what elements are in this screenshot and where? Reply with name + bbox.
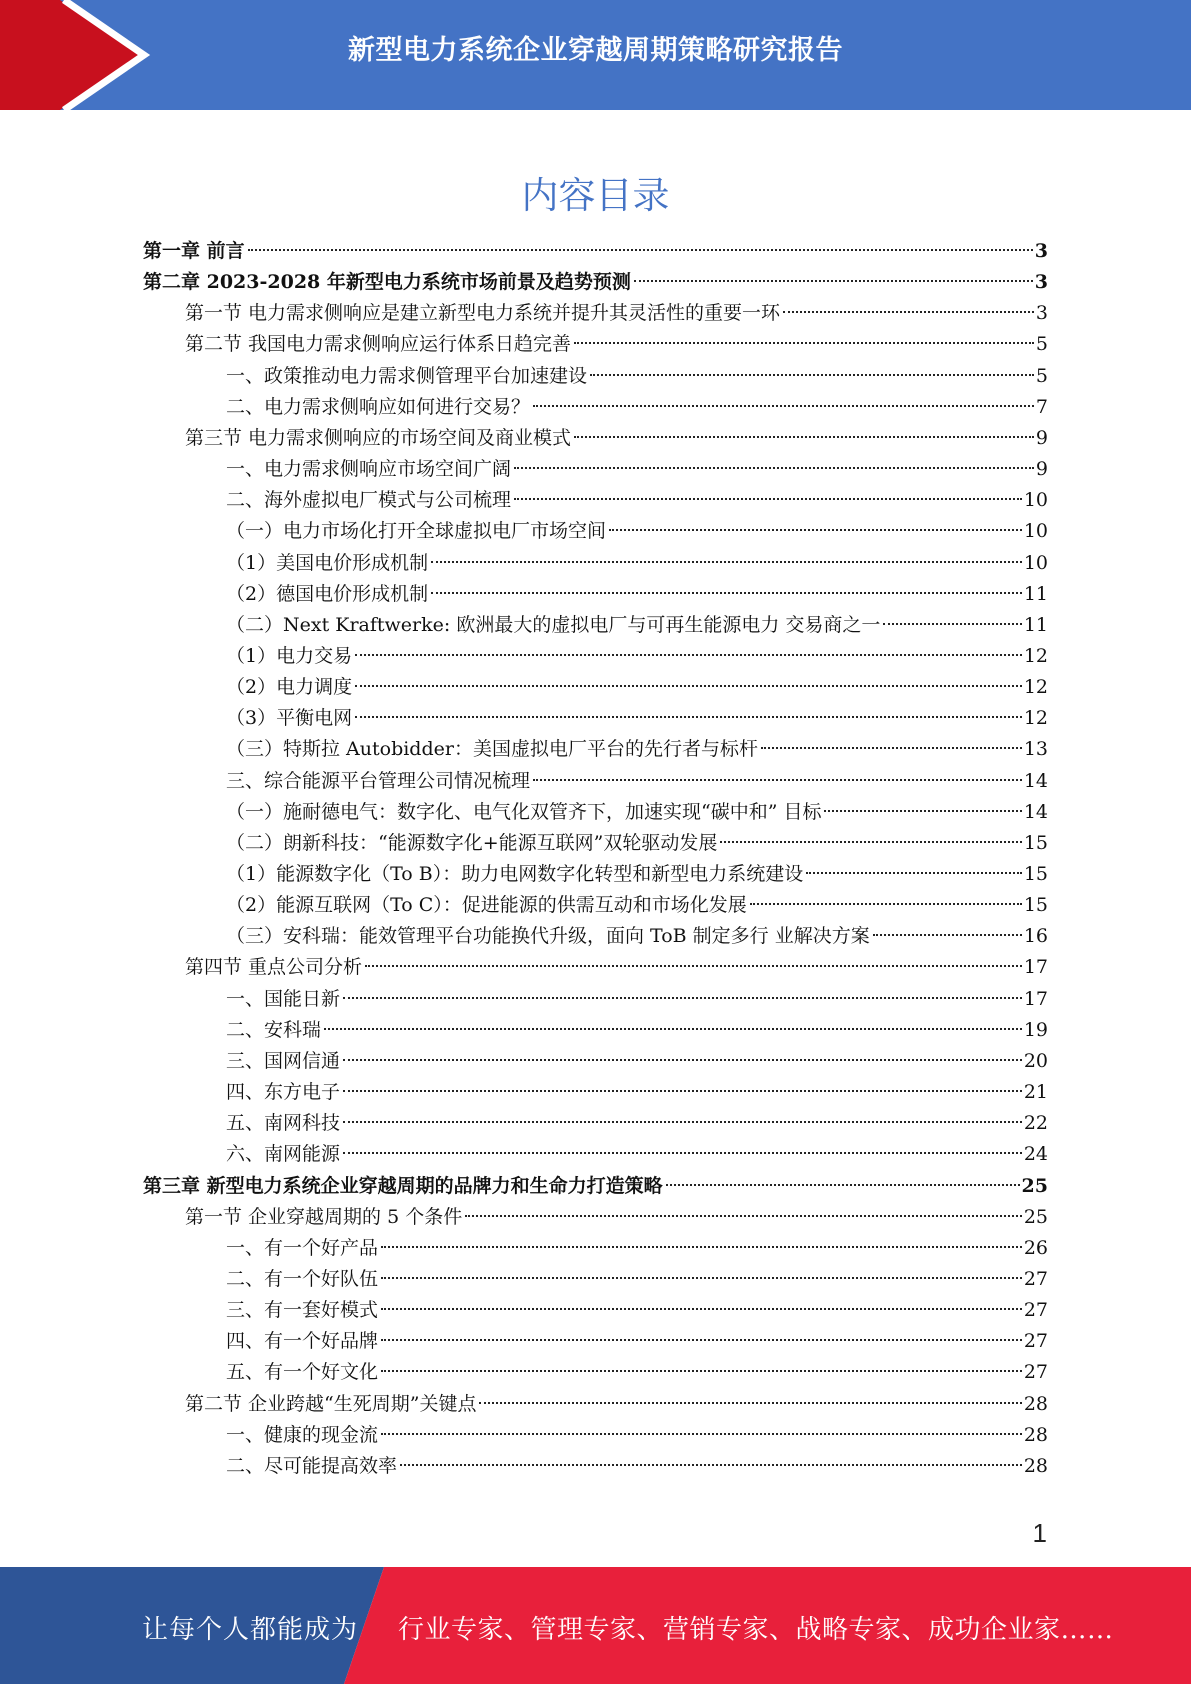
toc-entry-page: 11 [1023,613,1048,636]
toc-entry-label: 第四节 重点公司分析 [185,956,363,979]
toc-title: 内容目录 [521,174,670,217]
toc-entry-label: （二）朗新科技：“能源数字化+能源互联网”双轮驱动发展 [226,831,718,854]
toc-entry-page: 9 [1035,426,1048,449]
toc-entry-label: 二、尽可能提高效率 [226,1454,398,1477]
toc-entry[interactable] [226,641,1048,672]
toc-entry-page: 24 [1023,1143,1048,1166]
toc-entry-page: 7 [1035,395,1048,418]
page-number: 1 [1032,1518,1047,1548]
toc-entry-label: 三、综合能源平台管理公司情况梳理 [226,769,531,792]
toc-entry-label: 六、南网能源 [226,1143,341,1166]
toc-dot-leader [365,965,1022,967]
toc-dot-leader [431,592,1022,594]
toc-entry-page: 9 [1035,458,1048,481]
toc-entry[interactable] [226,797,1048,828]
toc-entry[interactable] [226,1451,1048,1482]
toc-dot-leader [806,872,1022,874]
toc-dot-leader [343,1059,1022,1061]
toc-dot-leader [381,1246,1022,1248]
toc-dot-leader [761,747,1022,749]
toc-entry[interactable] [185,298,1048,329]
toc-entry-page: 14 [1023,769,1048,792]
toc-entry[interactable] [226,703,1048,734]
toc-entry[interactable] [226,1295,1048,1326]
toc-dot-leader [381,1339,1022,1341]
toc-entry-label: （1）美国电价形成机制 [226,551,429,574]
toc-entry-page: 25 [1021,1174,1048,1197]
toc-dot-leader [574,436,1034,438]
toc-entry-label: 五、南网科技 [226,1112,341,1135]
toc-entry[interactable] [226,734,1048,765]
toc-entry-label: （3）平衡电网 [226,707,353,730]
toc-dot-leader [783,311,1034,313]
footer-slogan-left: 让每个人都能成为 [142,1615,359,1645]
toc-dot-leader [574,342,1034,344]
toc-entry[interactable] [226,1233,1048,1264]
toc-entry-label: （2）能源互联网（To C）：促进能源的供需互动和市场化发展 [226,894,747,917]
toc-dot-leader [883,623,1021,625]
toc-dot-leader [355,716,1022,718]
toc-entry-label: 第一节 企业穿越周期的 5 个条件 [185,1205,463,1228]
toc-dot-leader [465,1215,1022,1217]
toc-dot-leader [381,1433,1022,1435]
toc-entry-label: （三）安科瑞：能效管理平台功能换代升级，面向 ToB 制定多行 业解决方案 [226,925,870,948]
toc-entry-label: 三、有一套好模式 [226,1299,379,1322]
toc-entry-label: （二）Next Kraftwerke: 欧洲最大的虚拟电厂与可再生能源电力 交易商之一 [226,613,881,636]
toc-entry-label: 二、海外虚拟电厂模式与公司梳理 [226,489,512,512]
toc-entry-page: 28 [1023,1392,1048,1415]
toc-dot-leader [248,249,1033,251]
toc-entry-label: （一）施耐德电气：数字化、电气化双管齐下，加速实现“碳中和” 目标 [226,800,822,823]
toc-entry-page: 16 [1023,925,1048,948]
toc-entry-page: 22 [1023,1112,1048,1135]
toc-entry-page: 5 [1035,333,1048,356]
toc-entry[interactable] [226,890,1048,921]
toc-entry[interactable] [226,579,1048,610]
toc-entry-label: 一、健康的现金流 [226,1423,379,1446]
toc-entry-label: 第三节 电力需求侧响应的市场空间及商业模式 [185,426,572,449]
toc-entry[interactable] [226,859,1048,890]
toc-entry[interactable] [185,1202,1048,1233]
toc-entry[interactable] [226,610,1048,641]
toc-entry[interactable] [226,392,1048,423]
toc-entry[interactable] [143,267,1048,298]
toc-entry-label: 一、国能日新 [226,987,341,1010]
toc-entry-page: 3 [1034,240,1048,262]
toc-entry-page: 21 [1023,1081,1048,1104]
toc-dot-leader [381,1370,1022,1372]
toc-dot-leader [343,1090,1022,1092]
toc-entry-page: 27 [1023,1267,1048,1290]
toc-entry[interactable] [226,1108,1048,1139]
toc-entry-page: 15 [1023,863,1048,885]
toc-entry[interactable] [226,1420,1048,1451]
toc-entry[interactable] [226,1015,1048,1046]
toc-entry-page: 12 [1023,644,1048,667]
toc-entry-label: 一、电力需求侧响应市场空间广阔 [226,458,512,481]
toc-entry-page: 17 [1023,956,1048,979]
toc-dot-leader [431,561,1022,563]
toc-entry-page: 28 [1023,1423,1048,1446]
toc-entry-page: 27 [1023,1361,1048,1384]
toc-entry-page: 13 [1023,738,1048,761]
toc-entry-page: 10 [1023,551,1048,574]
toc-entry-label: 一、政策推动电力需求侧管理平台加速建设 [226,364,588,387]
toc-dot-leader [609,529,1022,531]
toc-entry[interactable] [226,766,1048,797]
toc-entry-page: 11 [1023,582,1048,605]
toc-dot-leader [355,685,1022,687]
toc-dot-leader [514,498,1022,500]
toc-entry[interactable] [226,485,1048,516]
footer-slogan-right: 行业专家、管理专家、营销专家、战略专家、成功企业家…… [398,1615,1114,1645]
toc-dot-leader [533,405,1034,407]
toc-entry-page: 3 [1034,271,1048,294]
toc-dot-leader [479,1402,1021,1404]
toc-entry-label: （三）特斯拉 Autobidder：美国虚拟电厂平台的先行者与标杆 [226,738,758,761]
toc-entry-label: 一、有一个好产品 [226,1236,379,1259]
toc-entry-page: 12 [1023,707,1048,730]
toc-entry-page: 28 [1023,1454,1048,1477]
toc-entry-label: 第二节 企业跨越“生死周期”关键点 [185,1392,477,1415]
toc-entry-label: （2）电力调度 [226,676,353,699]
toc-dot-leader [324,1028,1022,1030]
toc-dot-leader [381,1308,1022,1310]
toc-entry-page: 19 [1023,1018,1048,1041]
toc-entry-page: 27 [1023,1330,1048,1353]
toc-entry-page: 15 [1023,894,1048,917]
toc-entry[interactable] [143,1171,1048,1202]
toc-dot-leader [873,934,1022,936]
toc-entry[interactable] [185,329,1048,360]
toc-entry[interactable] [226,1326,1048,1357]
toc-entry-page: 26 [1023,1236,1048,1259]
toc-dot-leader [343,1152,1022,1154]
toc-entry-label: 第三章 新型电力系统企业穿越周期的品牌力和生命力打造策略 [143,1174,663,1197]
toc-dot-leader [343,1121,1022,1123]
toc-entry-label: 五、有一个好文化 [226,1361,379,1384]
toc-entry-label: 三、国网信通 [226,1049,341,1072]
toc-entry[interactable] [226,1357,1048,1388]
toc-entry-page: 5 [1035,364,1048,387]
toc-entry[interactable] [226,361,1048,392]
toc-dot-leader [343,997,1022,999]
toc-entry[interactable] [143,236,1048,267]
toc-dot-leader [514,467,1034,469]
toc-dot-leader [634,280,1033,282]
toc-entry-label: （1）电力交易 [226,644,353,667]
toc-entry-label: 第一节 电力需求侧响应是建立新型电力系统并提升其灵活性的重要一环 [185,302,781,325]
footer-banner [0,1567,1191,1684]
toc-entry[interactable] [226,1264,1048,1295]
toc-entry-page: 10 [1023,489,1048,512]
toc-entry[interactable] [226,828,1048,859]
toc-dot-leader [381,1277,1022,1279]
toc-entry[interactable] [185,1389,1048,1420]
toc-dot-leader [355,654,1022,656]
header-bar [0,0,1191,110]
toc-entry[interactable] [226,984,1048,1015]
toc-entry-page: 12 [1023,676,1048,699]
toc-entry-label: 二、电力需求侧响应如何进行交易？ [226,395,531,418]
toc-entry-label: （1）能源数字化（To B）：助力电网数字化转型和新型电力系统建设 [226,863,804,885]
toc-entry[interactable] [226,454,1048,485]
toc-entry[interactable] [226,516,1048,547]
report-title: 新型电力系统企业穿越周期策略研究报告 [348,35,843,66]
toc-entry[interactable] [185,952,1048,983]
toc-entry[interactable] [185,423,1048,454]
toc-entry-page: 10 [1023,520,1048,543]
toc-dot-leader [750,903,1022,905]
toc-entry-label: 二、安科瑞 [226,1018,322,1041]
toc-entry-page: 17 [1023,987,1048,1010]
toc-entry-page: 27 [1023,1299,1048,1322]
toc-entry[interactable] [226,1077,1048,1108]
toc-dot-leader [720,841,1021,843]
toc-entry-label: 四、有一个好品牌 [226,1330,379,1353]
toc-dot-leader [533,779,1022,781]
toc-entry[interactable] [226,1139,1048,1170]
toc-entry-label: 四、东方电子 [226,1081,341,1104]
toc-entry-page: 14 [1023,800,1048,823]
toc-dot-leader [590,374,1034,376]
toc-entry-page: 20 [1023,1049,1048,1072]
toc-entry-page: 25 [1023,1205,1048,1228]
toc-entry[interactable] [226,921,1048,952]
toc-entry-label: 第一章 前言 [143,240,245,262]
toc-entry-page: 3 [1035,302,1048,325]
toc-dot-leader [666,1184,1020,1186]
toc-entry[interactable] [226,672,1048,703]
toc-entry-label: （2）德国电价形成机制 [226,582,429,605]
toc-entry[interactable] [226,1046,1048,1077]
toc-entry-label: 第二章 2023-2028 年新型电力系统市场前景及趋势预测 [143,271,631,294]
toc-dot-leader [824,810,1021,812]
toc-entry-page: 15 [1023,831,1048,854]
toc-entry-label: 第二节 我国电力需求侧响应运行体系日趋完善 [185,333,572,356]
toc-entry-label: 二、有一个好队伍 [226,1267,379,1290]
toc-dot-leader [400,1464,1022,1466]
toc-entry-label: （一）电力市场化打开全球虚拟电厂市场空间 [226,520,607,543]
toc-entry[interactable] [226,548,1048,579]
